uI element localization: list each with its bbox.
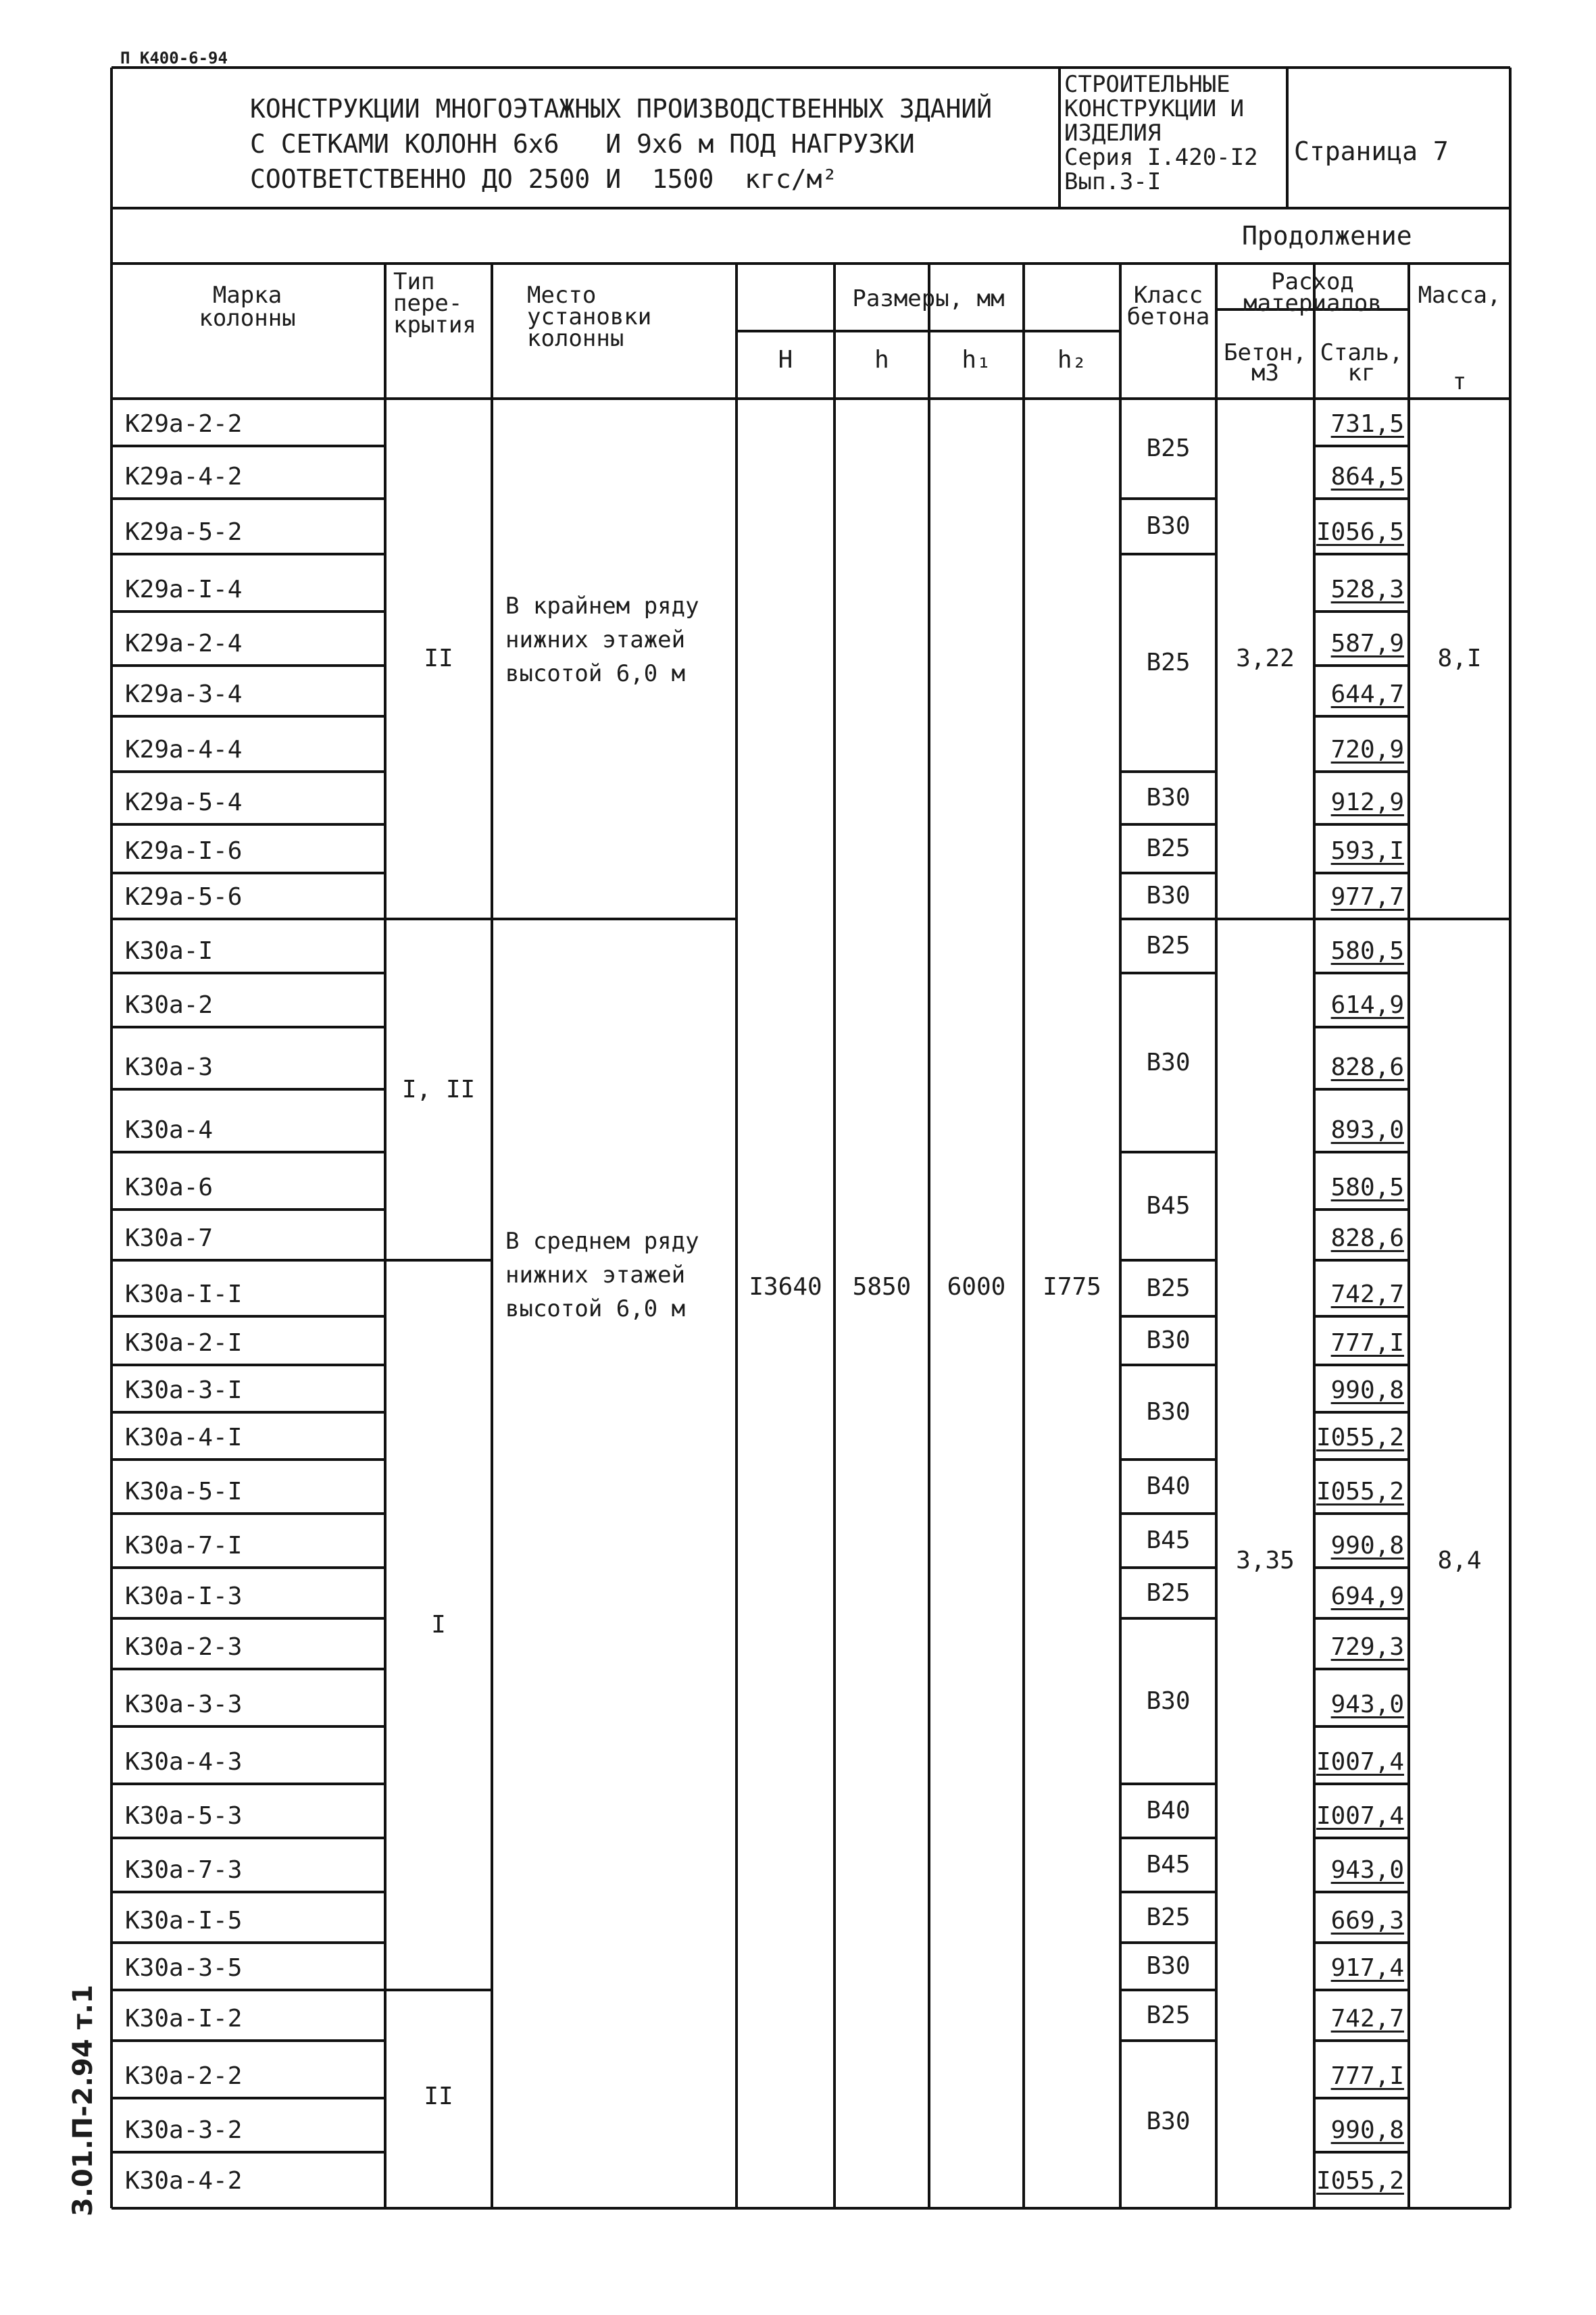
row-steel: 828,6	[1330, 1224, 1404, 1252]
row-mass: 8,I	[1437, 645, 1482, 672]
continuation-label: Продолжение	[1242, 221, 1412, 251]
row-steel: 893,0	[1330, 1116, 1404, 1144]
row-mark: К30а-I-5	[125, 1907, 243, 1935]
series-line: Вып.3-I	[1064, 168, 1162, 195]
row-steel: 580,5	[1330, 937, 1404, 965]
side-stamp-label: 3.01.П-2.94 т.1	[68, 1985, 99, 2216]
header-h1: h₁	[962, 346, 991, 374]
row-mark: К30а-I-3	[125, 1583, 243, 1610]
row-mark: К29а-I-4	[125, 576, 243, 603]
row-steel: 644,7	[1330, 680, 1404, 708]
row-mark: К30а-4	[125, 1116, 214, 1144]
title-line: КОНСТРУКЦИИ МНОГОЭТАЖНЫХ ПРОИЗВОДСТВЕННЫХ ЗДАНИЙ	[250, 94, 993, 124]
row-steel: I055,2	[1316, 1424, 1404, 1451]
row-concrete-class: В30	[1146, 882, 1191, 910]
row-steel: 614,9	[1330, 991, 1404, 1019]
row-steel: 990,8	[1330, 1532, 1404, 1560]
row-concrete-class: В30	[1146, 1952, 1191, 1980]
dimension-h2: I775	[1043, 1273, 1101, 1301]
row-mark: К29а-5-4	[125, 789, 243, 816]
row-concrete-class: В40	[1146, 1472, 1191, 1500]
row-mark: К30а-2	[125, 991, 214, 1019]
header-type: пере-	[393, 290, 463, 317]
row-mark: К30а-7	[125, 1224, 214, 1252]
series-line: КОНСТРУКЦИИ И	[1064, 95, 1245, 122]
row-concrete-class: В45	[1146, 1851, 1191, 1878]
row-mark: К30а-I-2	[125, 2005, 243, 2033]
row-concrete-class: В25	[1146, 835, 1191, 862]
row-floor-type: I, II	[401, 1075, 476, 1103]
row-steel: 864,5	[1330, 463, 1404, 491]
row-mark: К30а-3-2	[125, 2116, 243, 2144]
header-consumption: материалов	[1243, 290, 1382, 317]
row-concrete-class: В40	[1146, 1797, 1191, 1824]
row-concrete-class: В30	[1146, 1326, 1191, 1354]
row-steel: 720,9	[1330, 736, 1404, 764]
row-place: высотой 6,0 м	[505, 660, 686, 687]
row-mark: К29а-5-6	[125, 883, 243, 911]
row-mark: К29а-I-6	[125, 837, 243, 865]
row-steel: 828,6	[1330, 1053, 1404, 1081]
row-steel: I007,4	[1316, 1748, 1404, 1776]
row-steel: I007,4	[1316, 1802, 1404, 1830]
row-mark: К30а-I-I	[125, 1280, 243, 1308]
row-mark: К30а-3-I	[125, 1376, 243, 1404]
header-mark: Марка	[212, 282, 282, 309]
row-place: нижних этажей	[505, 1262, 686, 1289]
row-concrete-class: В30	[1146, 1398, 1191, 1426]
row-concrete-class: В25	[1146, 1903, 1191, 1931]
header-concrete: м3	[1251, 359, 1279, 387]
row-place: В среднем ряду	[505, 1228, 699, 1255]
row-steel: 990,8	[1330, 1376, 1404, 1404]
row-mark: К29а-4-2	[125, 463, 243, 491]
row-concrete-class: В25	[1146, 1274, 1191, 1302]
header-place: колонны	[527, 325, 624, 352]
row-mark: К30а-5-I	[125, 1478, 243, 1505]
series-line: СТРОИТЕЛЬНЫЕ	[1064, 71, 1230, 98]
row-mark: К30а-2-2	[125, 2062, 243, 2090]
row-mark: К30а-4-3	[125, 1748, 243, 1776]
row-concrete-class: В30	[1146, 2108, 1191, 2135]
row-mark: К30а-5-3	[125, 1802, 243, 1830]
row-concrete-class: В30	[1146, 1048, 1191, 1076]
row-steel: 990,8	[1330, 2116, 1404, 2144]
title-line: С СЕТКАМИ КОЛОНН 6x6 И 9x6 м ПОД НАГРУЗКИ	[250, 129, 915, 159]
row-steel: I055,2	[1316, 2167, 1404, 2195]
row-steel: I055,2	[1316, 1478, 1404, 1505]
row-concrete-class: В25	[1146, 434, 1191, 462]
row-mark: К30а-I	[125, 937, 214, 965]
row-floor-type: II	[424, 645, 453, 672]
row-concrete-class: В30	[1146, 512, 1191, 540]
row-steel: 593,I	[1330, 837, 1404, 865]
row-floor-type: I	[431, 1611, 446, 1639]
header-type: Тип	[393, 268, 435, 295]
row-steel: 943,0	[1330, 1691, 1404, 1718]
row-concrete-class: В45	[1146, 1192, 1191, 1220]
row-steel: I056,5	[1316, 518, 1404, 546]
row-concrete-class: В25	[1146, 932, 1191, 960]
row-steel: 731,5	[1330, 410, 1404, 438]
row-concrete-class: В25	[1146, 1578, 1191, 1607]
row-mark: К30а-7-I	[125, 1532, 243, 1560]
row-mark: К30а-3-5	[125, 1954, 243, 1982]
row-mass: 8,4	[1437, 1547, 1482, 1574]
row-mark: К30а-4-I	[125, 1424, 243, 1451]
row-steel: 977,7	[1330, 883, 1404, 911]
row-steel: 777,I	[1330, 2062, 1404, 2090]
row-mark: К29а-5-2	[125, 518, 243, 546]
header-steel: кг	[1347, 359, 1376, 387]
header-place: установки	[527, 303, 652, 330]
row-mark: К29а-4-4	[125, 736, 243, 764]
row-mark: К30а-3	[125, 1053, 214, 1081]
header-mass: Масса,	[1418, 282, 1501, 309]
row-concrete-class: В30	[1146, 1687, 1191, 1715]
row-concrete-volume: 3,22	[1236, 645, 1295, 672]
header-sizes: Размеры, мм	[852, 285, 1005, 312]
row-mark: К29а-3-4	[125, 680, 243, 708]
header-type: крытия	[393, 312, 476, 339]
row-steel: 587,9	[1330, 630, 1404, 657]
series-line: Серия I.420-I2	[1064, 144, 1258, 171]
header-h2: h₂	[1057, 346, 1087, 374]
row-mark: К30а-4-2	[125, 2167, 243, 2195]
row-steel: 912,9	[1330, 789, 1404, 816]
document-code: П К400-6-94	[120, 49, 228, 68]
row-steel: 528,3	[1330, 576, 1404, 603]
header-concrete-class: бетона	[1126, 303, 1210, 330]
row-steel: 777,I	[1330, 1329, 1404, 1357]
header-consumption: Расход	[1271, 268, 1354, 295]
header-concrete-class: Класс	[1133, 282, 1203, 309]
row-place: нижних этажей	[505, 626, 686, 653]
row-concrete-class: В45	[1146, 1526, 1191, 1554]
row-steel: 742,7	[1330, 1280, 1404, 1308]
row-concrete-volume: 3,35	[1236, 1547, 1295, 1574]
row-mark: К30а-6	[125, 1174, 214, 1201]
series-line: ИЗДЕЛИЯ	[1064, 120, 1162, 147]
row-steel: 694,9	[1330, 1583, 1404, 1610]
title-line: СООТВЕТСТВЕННО ДО 2500 И 1500 кгс/м²	[250, 164, 838, 194]
row-place: В крайнем ряду	[505, 593, 699, 620]
header-place: Место	[527, 282, 597, 309]
row-mark: К30а-2-I	[125, 1329, 243, 1357]
row-steel: 943,0	[1330, 1856, 1404, 1884]
dimension-h1: 6000	[947, 1273, 1006, 1301]
row-steel: 917,4	[1330, 1954, 1404, 1982]
dimension-H: I3640	[749, 1273, 822, 1301]
row-mark: К30а-2-3	[125, 1633, 243, 1661]
row-mark: К30а-3-3	[125, 1691, 243, 1718]
row-floor-type: II	[424, 2082, 453, 2110]
header-steel: Сталь,	[1320, 339, 1403, 366]
row-steel: 669,3	[1330, 1907, 1404, 1935]
header-H: H	[778, 346, 793, 374]
row-steel: 742,7	[1330, 2005, 1404, 2033]
row-place: высотой 6,0 м	[505, 1295, 686, 1322]
header-concrete: Бетон,	[1224, 339, 1307, 366]
row-steel: 729,3	[1330, 1633, 1404, 1661]
page-number: Страница 7	[1294, 136, 1449, 166]
row-concrete-class: В30	[1146, 784, 1191, 812]
row-mark: К29а-2-2	[125, 410, 243, 438]
row-concrete-class: В25	[1146, 2001, 1191, 2029]
row-mark: К30а-7-3	[125, 1856, 243, 1884]
row-concrete-class: В25	[1146, 649, 1191, 676]
row-steel: 580,5	[1330, 1174, 1404, 1201]
header-h: h	[874, 346, 889, 374]
dimension-h: 5850	[852, 1273, 912, 1301]
header-mass-unit: т	[1452, 368, 1467, 395]
row-mark: К29а-2-4	[125, 630, 243, 657]
header-mark: колонны	[199, 305, 296, 332]
